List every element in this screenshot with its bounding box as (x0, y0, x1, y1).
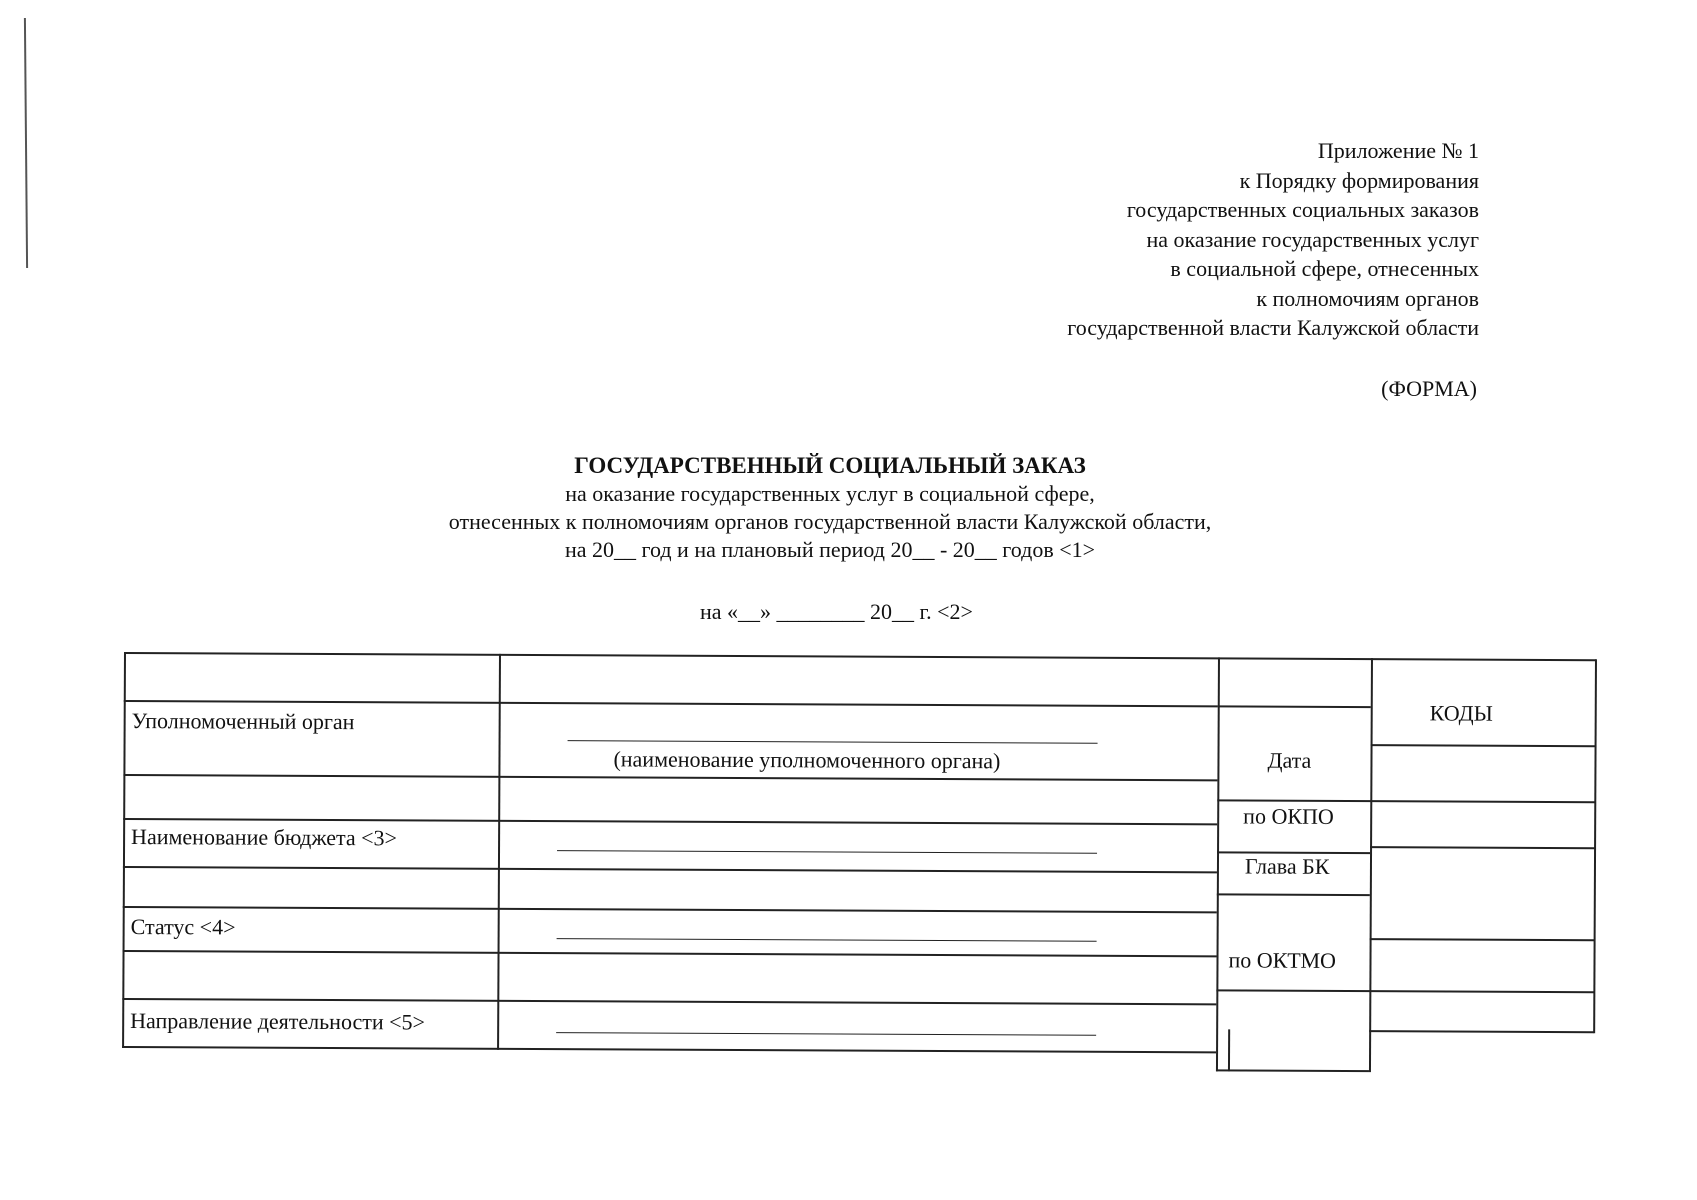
table-border (122, 1046, 1216, 1053)
appendix-block (1067, 136, 1479, 343)
appendix-line: к полномочиям органов (1256, 285, 1479, 311)
table-row-line (1370, 938, 1595, 941)
form-table (122, 652, 1596, 1079)
table-border (1216, 1069, 1369, 1071)
table-row-line (1371, 744, 1596, 747)
table-col-line (497, 654, 500, 1050)
okpo-code-label: по ОКПО (1243, 803, 1334, 829)
appendix-line: на оказание государственных услуг (1146, 226, 1479, 252)
oktmo-code-label: по ОКТМО (1228, 947, 1337, 973)
authorized-body-hint: (наименование уполномоченного органа) (613, 746, 1001, 774)
authorized-body-field[interactable] (568, 740, 1098, 744)
table-row-line (123, 774, 1217, 781)
glava-bk-code-label: Глава БК (1244, 853, 1330, 879)
appendix-line: государственных социальных заказов (1126, 197, 1479, 222)
table-border (1593, 659, 1596, 1033)
forma-label: (ФОРМА) (1381, 376, 1477, 401)
table-row-line (124, 700, 1218, 707)
table-row-line (1218, 705, 1371, 707)
activity-label: Направление деятельности <5> (130, 1008, 426, 1035)
codes-header: КОДЫ (1429, 700, 1493, 726)
appendix-line: Приложение № 1 (1317, 138, 1479, 163)
table-row-line (1217, 893, 1370, 895)
budget-name-field[interactable] (557, 850, 1097, 854)
table-border (124, 652, 1596, 661)
table-row-line (1216, 989, 1594, 992)
title-line: на оказание государственных услуг в социальной сфере, (565, 481, 1095, 506)
appendix-line: к Порядку формирования (1239, 167, 1479, 193)
status-field[interactable] (557, 938, 1097, 942)
activity-field[interactable] (556, 1032, 1096, 1036)
title-line: отнесенных к полномочиям органов государственной власти Калужской области, (448, 509, 1212, 534)
table-col-line (1216, 657, 1220, 1071)
margin-line (24, 18, 28, 268)
table-row-line (1370, 846, 1595, 849)
title-line: на 20__ год и на плановый период 20__ - 20__ годов <1> (564, 537, 1096, 562)
table-row-line (123, 950, 1217, 957)
table-row-line (1217, 799, 1595, 802)
document-title: ГОСУДАРСТВЕННЫЙ СОЦИАЛЬНЫЙ ЗАКАЗ (574, 453, 1086, 478)
table-col-line (1369, 658, 1373, 1072)
authorized-body-label: Уполномоченный орган (131, 708, 355, 735)
date-line: на «__» ________ 20__ г. <2> (700, 599, 973, 624)
table-row-line (123, 906, 1217, 913)
appendix-line: в социальной сфере, отнесенных (1170, 256, 1479, 281)
table-row-line (122, 998, 1216, 1005)
table-row-line (1369, 1030, 1594, 1033)
title-block (380, 452, 1280, 564)
table-row-line (123, 866, 1217, 873)
date-code-label: Дата (1267, 747, 1312, 773)
appendix-line: государственной власти Калужской области (1067, 315, 1479, 340)
table-col-line (1228, 1029, 1230, 1071)
budget-name-label: Наименование бюджета <3> (131, 824, 398, 851)
status-label: Статус <4> (130, 914, 236, 940)
table-border (122, 652, 125, 1048)
